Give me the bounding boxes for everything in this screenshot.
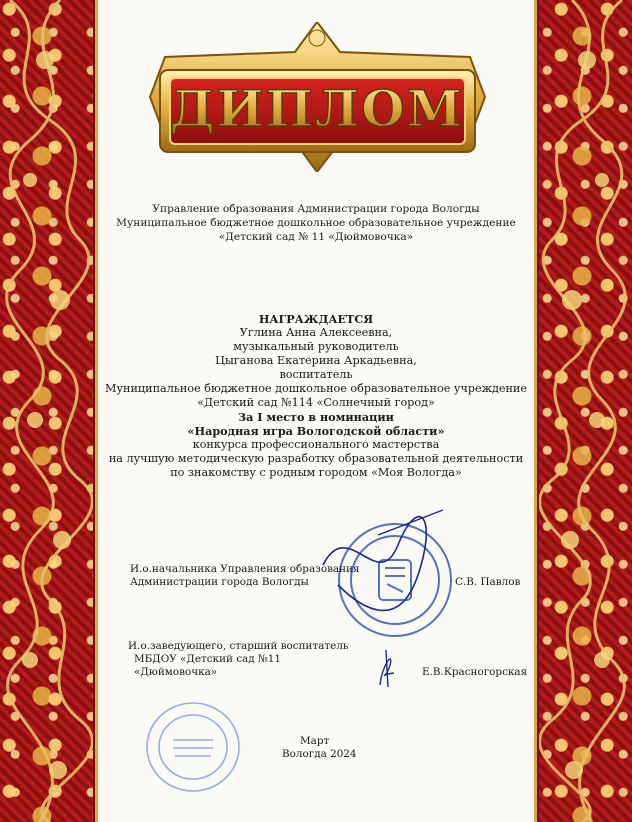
title-banner [140, 22, 495, 172]
issuer-block [98, 202, 534, 244]
signatory-title: МБДОУ «Детский сад №11 [134, 653, 281, 665]
recipient-role: воспитатель [279, 368, 353, 381]
kindergarten-seal-stamp [143, 700, 243, 795]
organization-line: Муниципальное бюджетное дошкольное образовательное учреждение [104, 382, 528, 395]
issuer-line: «Детский сад № 11 «Дюймовочка» [218, 231, 414, 243]
contest-line: на лучшую методическую разработку образовательной деятельности [108, 452, 524, 465]
signature-pavlov [318, 505, 458, 615]
footer-month: Март [300, 735, 330, 747]
issuer-line: Муниципальное бюджетное дошкольное образовательное учреждение [116, 217, 516, 229]
organization-line: «Детский сад №114 «Солнечный город» [197, 396, 435, 409]
award-place: За I место в номинации [238, 410, 394, 424]
signatory-name: Е.В.Красногорская [422, 666, 528, 678]
award-heading: НАГРАЖДАЕТСЯ [258, 312, 374, 326]
issuer-line: Управление образования Администрации города Вологды [152, 203, 480, 215]
contest-line: конкурса профессионального мастерства [192, 438, 440, 451]
contest-line: по знакомству с родным городом «Моя Вологда» [170, 466, 462, 479]
recipient-name: Цыганова Екатерина Аркадьевна, [215, 354, 417, 367]
signatory-title: И.о.начальника Управления образования [130, 563, 360, 575]
signature-krasnogorskaya [372, 645, 402, 690]
signatory-name: С.В. Павлов [455, 576, 521, 588]
left-ornament-border [0, 0, 100, 822]
recipient-name: Углина Анна Алексеевна, [239, 326, 393, 339]
footer-city-year: Вологда 2024 [282, 748, 357, 760]
recipient-role: музыкальный руководитель [233, 340, 399, 353]
signatory-title: Администрации города Вологды [130, 576, 309, 588]
diploma-title: ДИПЛОМ [169, 79, 465, 138]
award-nomination: «Народная игра Вологодской области» [187, 424, 445, 438]
award-block [98, 312, 534, 480]
signatory-title: И.о.заведующего, старший воспитатель [128, 640, 349, 652]
signatory-title: «Дюймовочка» [134, 666, 218, 678]
right-ornament-border [532, 0, 632, 822]
